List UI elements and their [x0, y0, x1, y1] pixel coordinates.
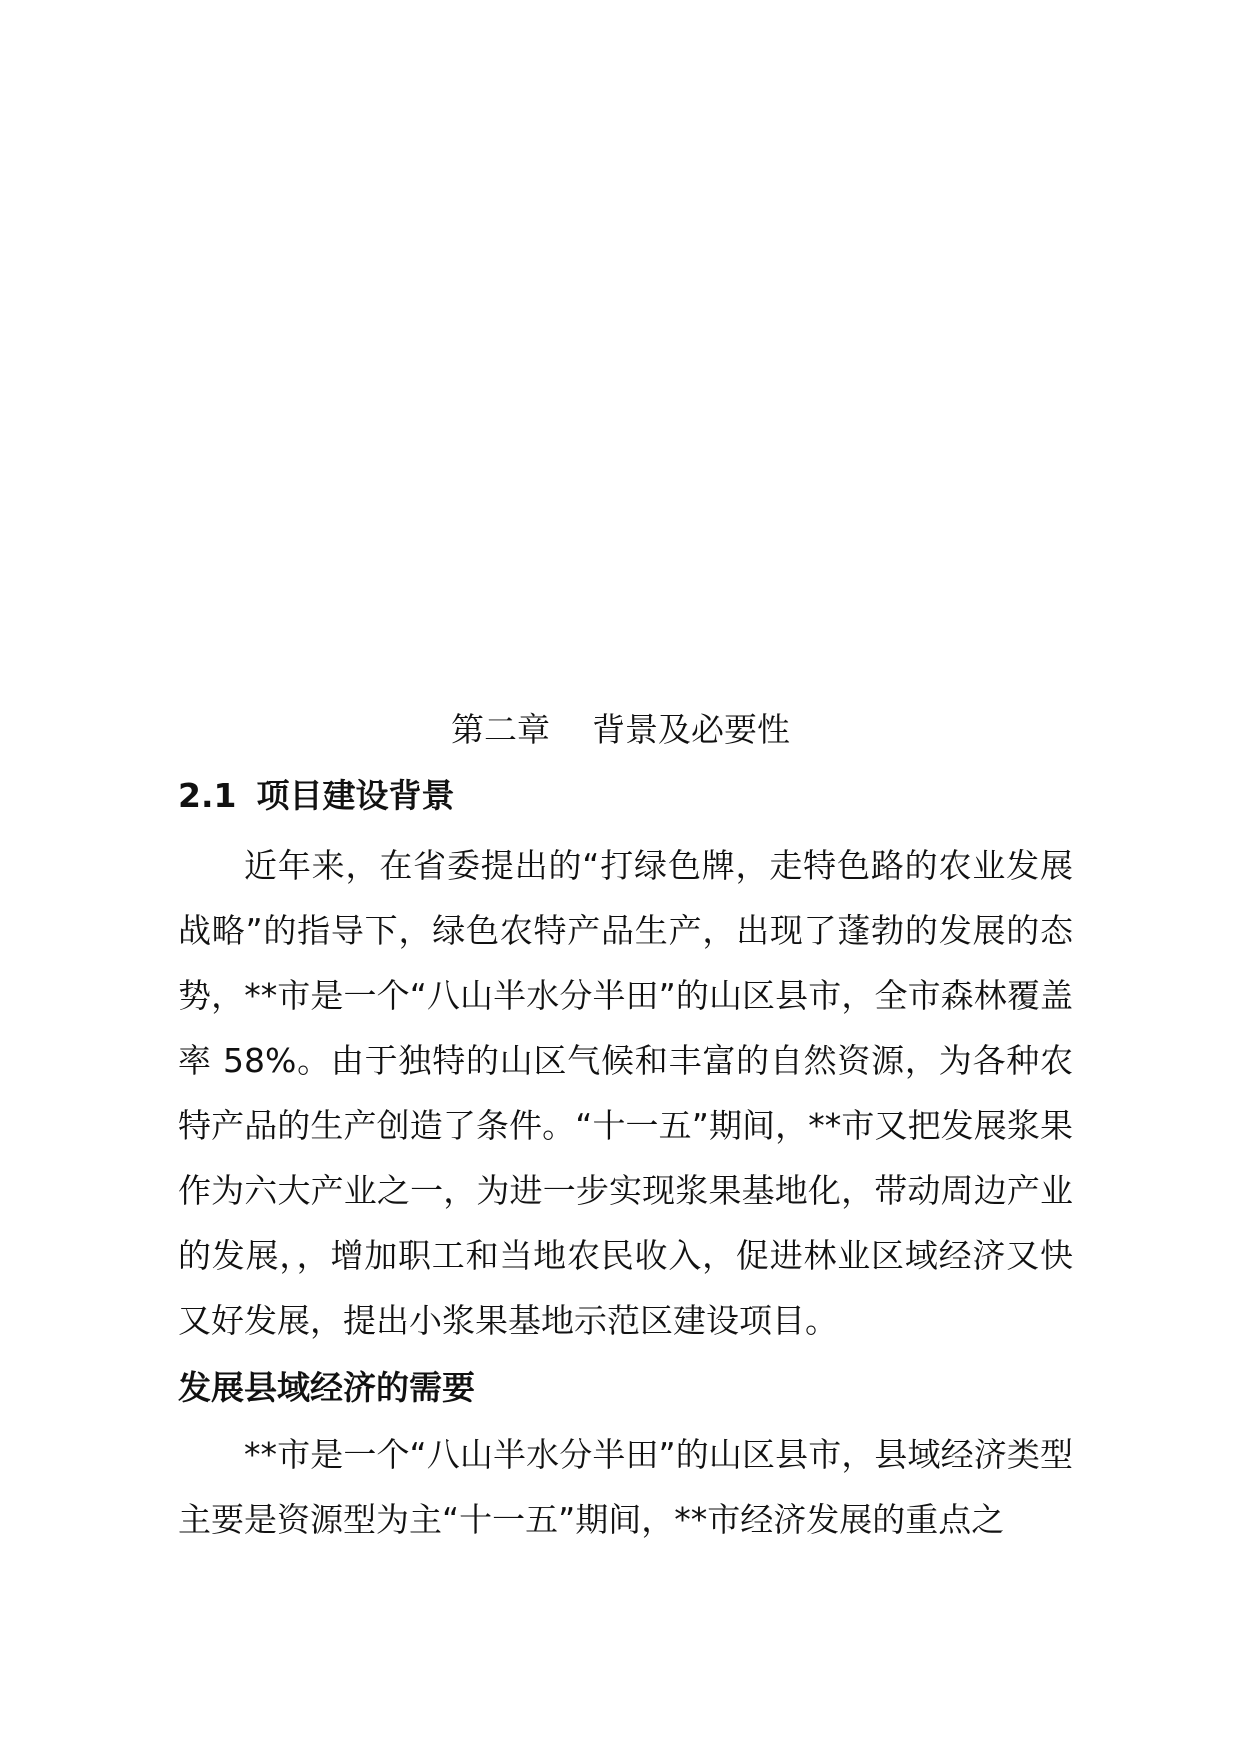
- section-heading-2-1: [178, 766, 454, 826]
- section-title: 项目建设背景: [256, 776, 455, 815]
- paragraph-county-economy: **市是一个“八山半水分半田”的山区县市，县域经济类型主要是资源型为主“十一五”期间，**市经济发展的重点之: [178, 1435, 1073, 1539]
- section-number: 2.1: [178, 776, 237, 815]
- section-heading-county-economy: 发展县域经济的需要: [178, 1368, 475, 1407]
- chapter-title: 第二章 背景及必要性: [451, 710, 790, 749]
- paragraph-background: 近年来，在省委提出的“打绿色牌，走特色路的农业发展战略”的指导下，绿色农特产品生产，出现了蓬勃的发展的态势，**市是一个“八山半水分半田”的山区县市，全市森林覆盖率 58%。由于独特的山区气候和丰富的自然资源，为各种农特产品的生产创造了条件。“十一五”期间，**市又把发展浆果作为六大产业之一，为进一步实现浆果基地化，带动周边产业的发展，，增加职工和当地农民收入，促进林业区域经济又快又好发展，提出小浆果基地示范区建设项目。: [178, 846, 1073, 1340]
